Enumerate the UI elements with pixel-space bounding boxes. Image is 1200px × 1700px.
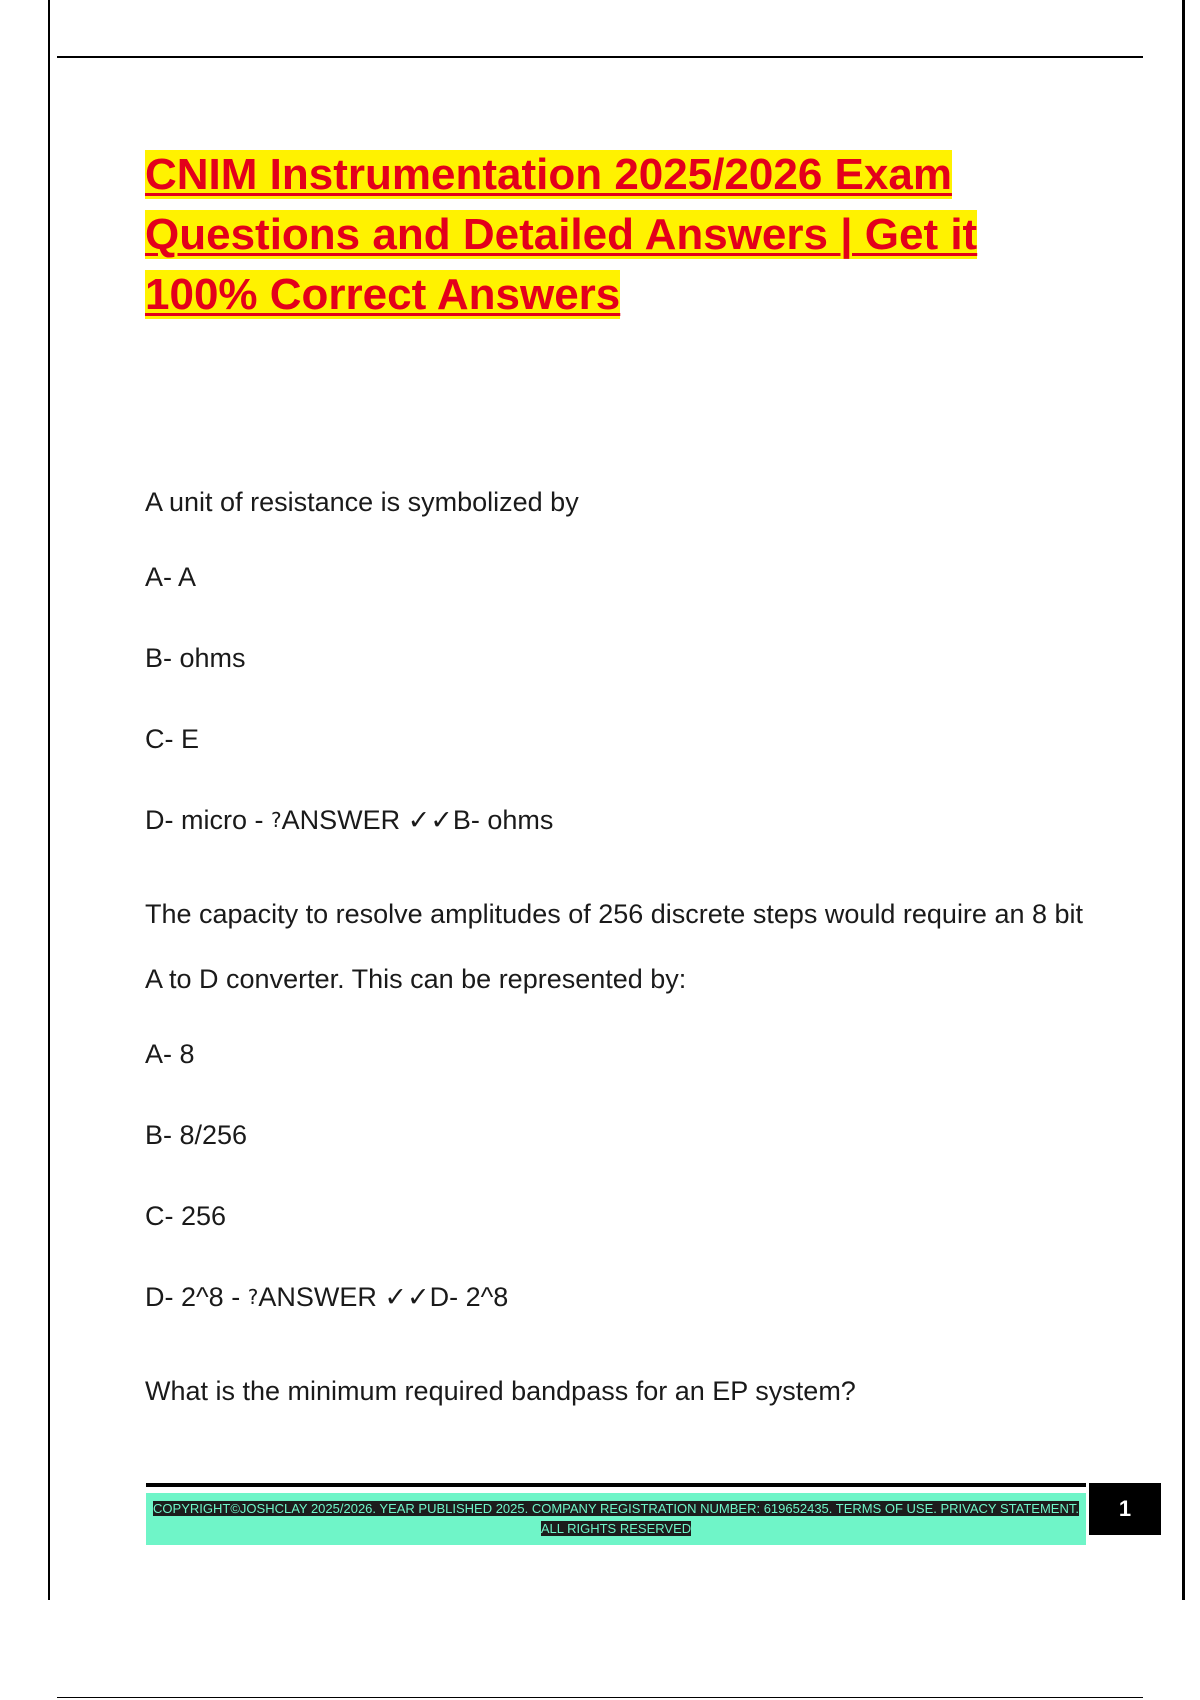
missing-glyph-icon: ? — [271, 808, 282, 832]
question-2: The capacity to resolve amplitudes of 256 discrete steps would require an 8 bit A to D converter. This can be represented by: — [145, 899, 1084, 994]
bottom-rule — [57, 1697, 1143, 1698]
question-1-option-d-with-answer — [145, 794, 1105, 882]
header-rule — [57, 56, 1143, 58]
question-1-option-a: A- A — [145, 562, 197, 592]
question-2-option-d: D- 2^8 — [145, 1282, 224, 1312]
double-check-icon: ✓✓ — [407, 805, 453, 836]
page-right-border — [1182, 0, 1185, 1600]
footer-copyright-band — [146, 1493, 1086, 1545]
document-title-text: CNIM Instrumentation 2025/2026 Exam Questions and Detailed Answers | Get it 100% Correct Answers — [145, 150, 978, 319]
question-1: A unit of resistance is symbolized by — [145, 487, 579, 517]
answer-label: ANSWER — [281, 805, 408, 835]
question-2-answer: D- 2^8 — [429, 1282, 509, 1312]
answer-separator: - — [247, 805, 271, 835]
page-left-border — [48, 0, 50, 1600]
footer-copyright: COPYRIGHT©JOSHCLAY 2025/2026. YEAR PUBLISHED 2025. COMPANY REGISTRATION NUMBER: 619652435. TERMS OF USE. PRIVACY STATEMENT. ALL RIGHTS RESERVED — [153, 1501, 1079, 1536]
question-1-option-c: C- E — [145, 724, 199, 754]
footer-rule — [146, 1483, 1086, 1487]
question-1-option-d: D- micro — [145, 805, 247, 835]
question-1-answer: B- ohms — [452, 805, 554, 835]
missing-glyph-icon: ? — [247, 1285, 259, 1309]
question-2-option-d-with-answer — [145, 1271, 1105, 1359]
double-check-icon: ✓✓ — [384, 1282, 430, 1313]
answer-label: ANSWER — [258, 1282, 385, 1312]
question-2-option-a: A- 8 — [145, 1039, 195, 1069]
answer-separator: - — [223, 1282, 248, 1312]
question-2-option-c: C- 256 — [145, 1201, 227, 1231]
question-1-option-b: B- ohms — [145, 643, 246, 673]
question-2-option-b: B- 8/256 — [145, 1120, 248, 1150]
document-title — [145, 145, 1085, 325]
question-3: What is the minimum required bandpass for an EP system? — [145, 1376, 856, 1406]
page-number: 1 — [1089, 1483, 1161, 1535]
question-list — [145, 470, 1105, 1440]
